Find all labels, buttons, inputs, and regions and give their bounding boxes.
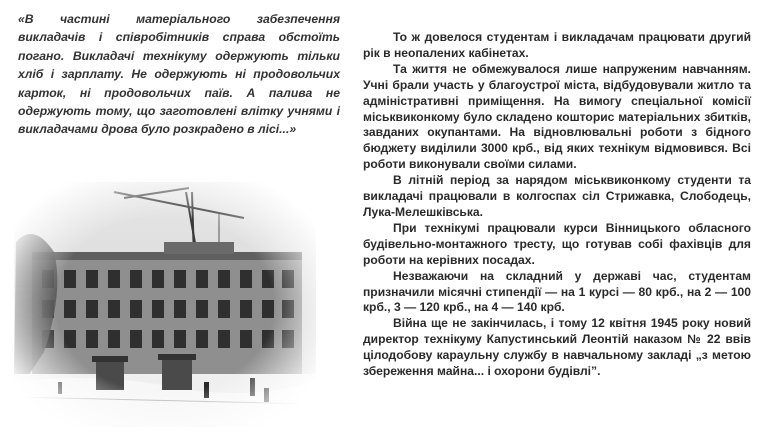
paragraph: Війна ще не закінчилась, і тому 12 квітня 1945 року новий директор технікуму Капустинський Леонтій наказом № 22 ввів цілодобову караульну службу в навчальному закладі „з метою збереження майна... і охорони будівлі”. — [363, 316, 751, 379]
paragraph: То ж довелося студентам і викладачам працювати другий рік в неопалених кабінетах. — [363, 30, 751, 60]
historic-building-photo — [14, 182, 316, 427]
paragraph: В літній період за нарядом міськвиконкому студенти та викладачі працювали в колгоспах сіл Стрижавка, Слободець, Лука-Мелешківська. — [363, 173, 751, 219]
paragraph: При технікумі працювали курси Вінницького обласного будівельно-монтажного тресту, що готував собі фахівців для роботи на керівних посадах. — [363, 220, 751, 267]
main-text — [363, 30, 751, 380]
paragraph: Та життя не обмежувалося лише напруженим навчанням. Учні брали участь у благоустрої міста, відбудовували житло та адміністративні приміщення. На вимогу спеціальної комісії міськвиконкому було складено кошторис матеріальних збитків, завданих окупантами. На відновлювальні роботи з бідного бюджету виділили 3000 крб., від яких технікум відмовився. Всі роботи виконували своїми силами. — [363, 61, 751, 172]
paragraph: Незважаючи на складний у державі час, студентам призначили місячні стипендії — на 1 курсі — 80 крб., на 2 — 100 крб., 3 — 120 крб., на 4 — 140 крб. — [363, 268, 751, 315]
quote-paragraph: «В частині матеріального забезпечення викладачів і співробітників справа обстоїть погано. Викладачі технікуму одержують тільки хліб і зарплату. Не одержують ні продовольчих карток, ні продовольчих паїв. А палива не одержують тому, що заготовлені влітку учнями і викладачами дрова було розкрадено в лісі...» — [18, 12, 340, 137]
